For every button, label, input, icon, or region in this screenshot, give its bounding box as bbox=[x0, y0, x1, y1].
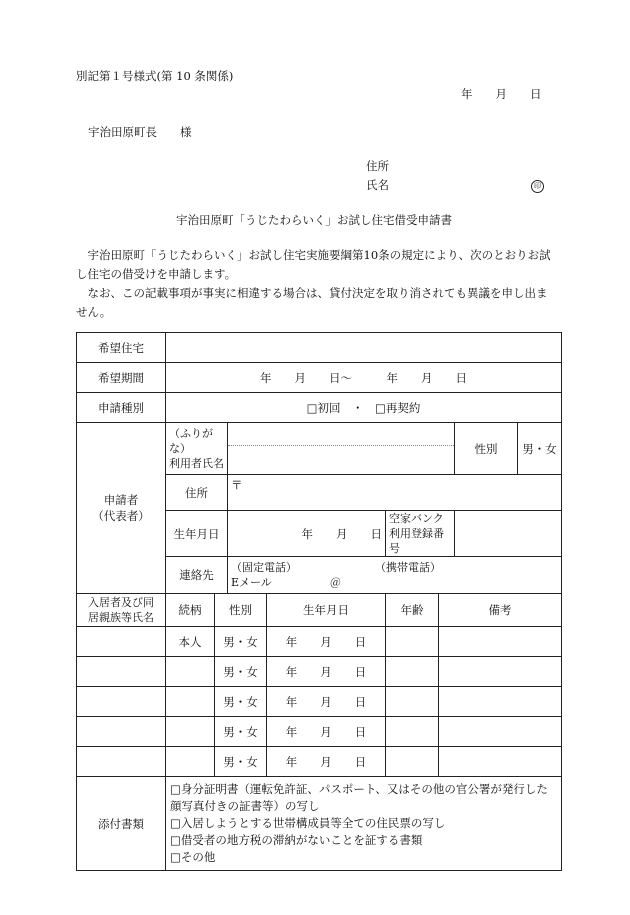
akiya-label-line1: 空家バンク bbox=[389, 512, 444, 525]
row-household-header bbox=[77, 594, 562, 627]
household-relation[interactable]: 本人 bbox=[166, 627, 215, 657]
household-name-field[interactable] bbox=[77, 687, 166, 717]
household-gender[interactable]: 男・女 bbox=[215, 627, 267, 657]
akiya-bank-label bbox=[386, 511, 455, 557]
addressee: 宇治田原町長 様 bbox=[88, 125, 192, 139]
furigana-label: （ふりがな） bbox=[169, 427, 213, 455]
household-gender[interactable]: 男・女 bbox=[215, 657, 267, 687]
form-number: 別記第１号様式(第 10 条関係) bbox=[76, 69, 234, 83]
desired-period-field[interactable]: 年 月 日～ 年 月 日 bbox=[166, 363, 562, 393]
postal-mark: 〒 bbox=[231, 478, 243, 492]
household-gender[interactable]: 男・女 bbox=[215, 687, 267, 717]
attachment-item[interactable]: □入居しようとする世帯構成員等全ての住民票の写し bbox=[170, 816, 446, 830]
birth-field[interactable]: 年 月 日 bbox=[228, 511, 386, 557]
row-application-type bbox=[77, 393, 562, 423]
household-name-field[interactable] bbox=[77, 627, 166, 657]
document-title: 宇治田原町「うじたわらいく」お試し住宅借受申請書 bbox=[176, 213, 452, 227]
household-relation[interactable] bbox=[166, 657, 215, 687]
household-gender[interactable]: 男・女 bbox=[215, 747, 267, 777]
col-birth: 生年月日 bbox=[267, 594, 386, 627]
household-row bbox=[77, 657, 562, 687]
desired-period-label: 希望期間 bbox=[77, 363, 166, 393]
household-birth[interactable]: 年 月 日 bbox=[267, 717, 386, 747]
household-row bbox=[77, 747, 562, 777]
gender-select[interactable]: 男・女 bbox=[518, 423, 562, 475]
household-label bbox=[77, 594, 166, 627]
col-remarks: 備考 bbox=[439, 594, 562, 627]
household-birth[interactable]: 年 月 日 bbox=[267, 627, 386, 657]
furigana-dotted-line bbox=[228, 423, 454, 446]
user-name-label: 利用者氏名 bbox=[169, 457, 224, 470]
household-age[interactable] bbox=[386, 687, 439, 717]
household-birth[interactable]: 年 月 日 bbox=[267, 747, 386, 777]
household-age[interactable] bbox=[386, 657, 439, 687]
desired-house-label: 希望住宅 bbox=[77, 333, 166, 363]
akiya-label-line2: 利用登録番号 bbox=[389, 527, 444, 555]
email-label: Eメール bbox=[231, 576, 272, 589]
household-remarks[interactable] bbox=[439, 657, 562, 687]
attachment-item[interactable]: □その他 bbox=[170, 850, 216, 864]
row-desired-period bbox=[77, 363, 562, 393]
date-field: 年 月 日 bbox=[461, 87, 542, 101]
household-name-field[interactable] bbox=[77, 717, 166, 747]
household-row bbox=[77, 687, 562, 717]
household-relation[interactable] bbox=[166, 717, 215, 747]
landline-label: （固定電話） bbox=[231, 561, 297, 574]
household-remarks[interactable] bbox=[439, 747, 562, 777]
row-furigana-name bbox=[77, 423, 562, 475]
user-name-field[interactable] bbox=[228, 423, 455, 475]
application-type-checkboxes[interactable]: □初回 ・ □再契約 bbox=[166, 393, 562, 423]
household-label-line1: 入居者及び同 bbox=[88, 596, 154, 609]
applicant-label-line1: 申請者 bbox=[103, 493, 139, 507]
household-relation[interactable] bbox=[166, 747, 215, 777]
household-row bbox=[77, 627, 562, 657]
col-age: 年齢 bbox=[386, 594, 439, 627]
seal-icon: 印 bbox=[531, 180, 544, 193]
attachments-label: 添付書類 bbox=[77, 777, 166, 871]
furigana-name-label bbox=[166, 423, 228, 475]
seal-mark bbox=[531, 177, 544, 193]
household-birth[interactable]: 年 月 日 bbox=[267, 687, 386, 717]
row-attachments bbox=[77, 777, 562, 871]
row-desired-house bbox=[77, 333, 562, 363]
household-age[interactable] bbox=[386, 717, 439, 747]
address-field[interactable] bbox=[228, 475, 562, 511]
applicant-label-line2: （代表者） bbox=[92, 509, 150, 523]
household-label-line2: 居親族等氏名 bbox=[88, 611, 154, 624]
gender-label: 性別 bbox=[455, 423, 518, 475]
birth-label: 生年月日 bbox=[166, 511, 228, 557]
contact-field[interactable] bbox=[228, 557, 562, 594]
body-paragraph-2: なお、この記載事項が事実に相違する場合は、貸付決定を取り消されても異議を申し出ません。 bbox=[76, 286, 548, 319]
household-row bbox=[77, 717, 562, 747]
household-age[interactable] bbox=[386, 627, 439, 657]
application-type-label: 申請種別 bbox=[77, 393, 166, 423]
col-gender: 性別 bbox=[215, 594, 267, 627]
attachments-list bbox=[166, 777, 562, 871]
body-paragraph-1: 宇治田原町「うじたわらいく」お試し住宅実施要綱第10条の規定により、次のとおりお試し住宅の借受けを申請します。 bbox=[76, 248, 551, 281]
household-name-field[interactable] bbox=[77, 747, 166, 777]
attachment-item[interactable]: □借受者の地方税の滞納がないことを証する書類 bbox=[170, 833, 423, 847]
address-label: 住所 bbox=[166, 475, 228, 511]
applicant-address-label: 住所 bbox=[366, 159, 389, 173]
household-remarks[interactable] bbox=[439, 687, 562, 717]
applicant-label bbox=[77, 423, 166, 594]
household-remarks[interactable] bbox=[439, 717, 562, 747]
household-name-field[interactable] bbox=[77, 657, 166, 687]
applicant-name-label: 氏名 bbox=[366, 178, 389, 192]
col-relation: 続柄 bbox=[166, 594, 215, 627]
household-relation[interactable] bbox=[166, 687, 215, 717]
mobile-label: （携帯電話） bbox=[375, 561, 441, 574]
attachment-item[interactable]: □身分証明書（運転免許証、パスポート、又はその他の官公署が発行した顔写真付きの証書等）の写し bbox=[170, 782, 548, 813]
household-age[interactable] bbox=[386, 747, 439, 777]
email-at: ＠ bbox=[329, 576, 341, 589]
akiya-bank-number-field[interactable] bbox=[455, 511, 562, 557]
body-text bbox=[76, 246, 556, 322]
household-gender[interactable]: 男・女 bbox=[215, 717, 267, 747]
household-remarks[interactable] bbox=[439, 627, 562, 657]
desired-house-field[interactable] bbox=[166, 333, 562, 363]
household-birth[interactable]: 年 月 日 bbox=[267, 657, 386, 687]
application-form-table bbox=[76, 332, 562, 871]
contact-label: 連絡先 bbox=[166, 557, 228, 594]
